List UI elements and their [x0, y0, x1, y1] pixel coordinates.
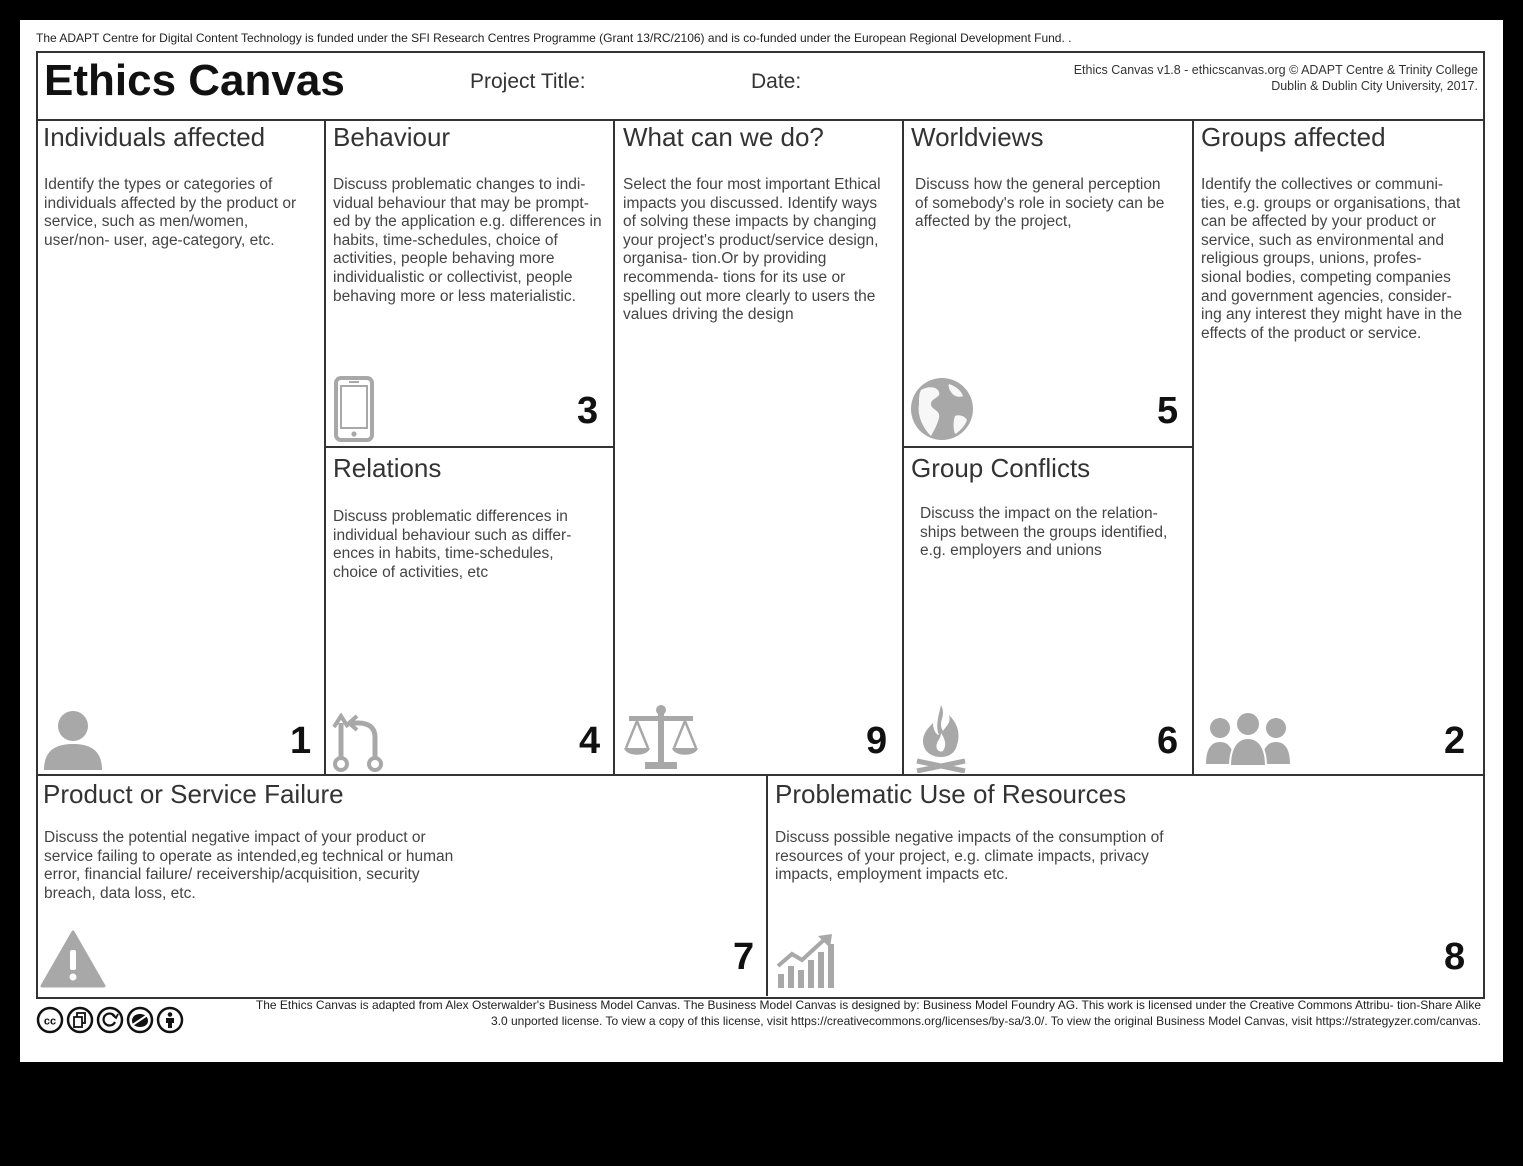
box-description: Discuss how the general perception of somebody's role in society can be affected by the project, — [915, 176, 1165, 231]
column-divider-3 — [902, 119, 904, 776]
smartphone-icon — [334, 376, 374, 442]
box-number: 2 — [1444, 720, 1466, 762]
bottom-row-divider — [36, 774, 1483, 776]
box-number: 1 — [290, 720, 312, 762]
box-number: 3 — [577, 390, 599, 432]
cc-icon — [36, 1006, 64, 1039]
box-heading: Individuals affected — [43, 122, 266, 152]
share-alike-icon — [96, 1006, 124, 1039]
copy-icon — [66, 1006, 94, 1039]
column-divider-4 — [1192, 119, 1194, 776]
version-line-2: Dublin & Dublin City University, 2017. — [1271, 79, 1478, 93]
warning-icon — [40, 930, 106, 988]
growth-chart-icon — [776, 932, 838, 990]
attribution-icon — [156, 1006, 184, 1039]
box-description: Discuss problematic differences in individual behaviour such as differ- ences in habits, time-schedules, choice of activities, etc — [333, 508, 572, 581]
box-number: 9 — [866, 720, 888, 762]
box-heading: Product or Service Failure — [43, 779, 344, 809]
box-heading: Problematic Use of Resources — [775, 779, 1127, 809]
branch-arrows-icon — [332, 713, 384, 773]
box-heading: What can we do? — [623, 122, 824, 152]
box-heading: Behaviour — [333, 122, 451, 152]
campfire-icon — [913, 703, 969, 773]
worldviews-conflicts-divider — [903, 446, 1193, 448]
box-heading: Relations — [333, 453, 442, 483]
bottom-column-divider — [766, 774, 768, 996]
box-description: Discuss the impact on the relation- ships between the groups identified, e.g. employers and unions — [920, 505, 1168, 560]
box-description: Identify the types or categories of individuals affected by the product or service, such as men/women, user/non- user, age-category, etc. — [44, 176, 297, 249]
license-badges — [36, 1006, 184, 1039]
box-heading: Worldviews — [911, 122, 1044, 152]
box-number: 4 — [579, 720, 601, 762]
page-title: Ethics Canvas — [44, 56, 345, 105]
globe-icon — [909, 376, 975, 442]
noncommercial-icon — [126, 1006, 154, 1039]
svg-text:cc: cc — [43, 1015, 57, 1028]
scales-icon — [623, 704, 699, 770]
version-credit — [1074, 62, 1478, 94]
box-number: 7 — [733, 936, 755, 978]
license-note: The Ethics Canvas is adapted from Alex Osterwalder's Business Model Canvas. The Business Model Canvas is designed by: Business Model Foundry AG. This work is licensed under the Creative Commons Attribu- tion-Share Alike 3.0 unported license. To view a copy of this license, visit https://creativecommons.org/licenses/by-sa/3.0/. To view the original Business Model Canvas, visit https://strategyzer.com/canvas. — [255, 998, 1481, 1028]
box-description: Select the four most important Ethical impacts you discussed. Identify ways of solving these impacts by changing your project's product/service design, organisa- tion.Or by providing recommenda- tions for its use or spelling out more clearly to users the values driving the design — [623, 176, 881, 324]
box-heading: Group Conflicts — [911, 453, 1091, 483]
column-divider-1 — [324, 119, 326, 776]
box-heading: Groups affected — [1201, 122, 1386, 152]
group-icon — [1206, 710, 1290, 766]
funding-note: The ADAPT Centre for Digital Content Technology is funded under the SFI Research Centres Programme (Grant 13/RC/2106) and is co-funded under the European Regional Development Fund. . — [36, 31, 1072, 45]
person-icon — [42, 708, 104, 770]
date-label: Date: — [751, 70, 802, 93]
box-number: 6 — [1157, 720, 1179, 762]
project-title-label: Project Title: — [470, 70, 586, 93]
box-description: Discuss problematic changes to indi- vidual behaviour that may be prompt- ed by the application e.g. differences in habits, time-schedules, choice of activities, people behaving more individualistic or collectivist, people behaving more or less materialistic. — [333, 176, 602, 305]
box-number: 8 — [1444, 936, 1466, 978]
box-number: 5 — [1157, 390, 1179, 432]
header-divider — [36, 119, 1483, 121]
box-description: Discuss the potential negative impact of your product or service failing to operate as intended,eg technical or human error, financial failure/ receivership/acquisition, security breach, data loss, etc. — [44, 829, 454, 902]
box-description: Identify the collectives or communi- ties, e.g. groups or organisations, that can be affected by your product or service, such as environmental and religious groups, unions, profes- sional bodies, competing companies and government agencies, consider- ing any interest they might have in the effects of the product or service. — [1201, 176, 1463, 342]
column-divider-2 — [613, 119, 615, 776]
box-description: Discuss possible negative impacts of the consumption of resources of your project, e.g. climate impacts, privacy impacts, employment impacts etc. — [775, 829, 1164, 884]
version-line-1: Ethics Canvas v1.8 - ethicscanvas.org © ADAPT Centre & Trinity College — [1073, 63, 1478, 77]
ethics-canvas-sheet — [20, 20, 1503, 1062]
behaviour-relations-divider — [325, 446, 615, 448]
